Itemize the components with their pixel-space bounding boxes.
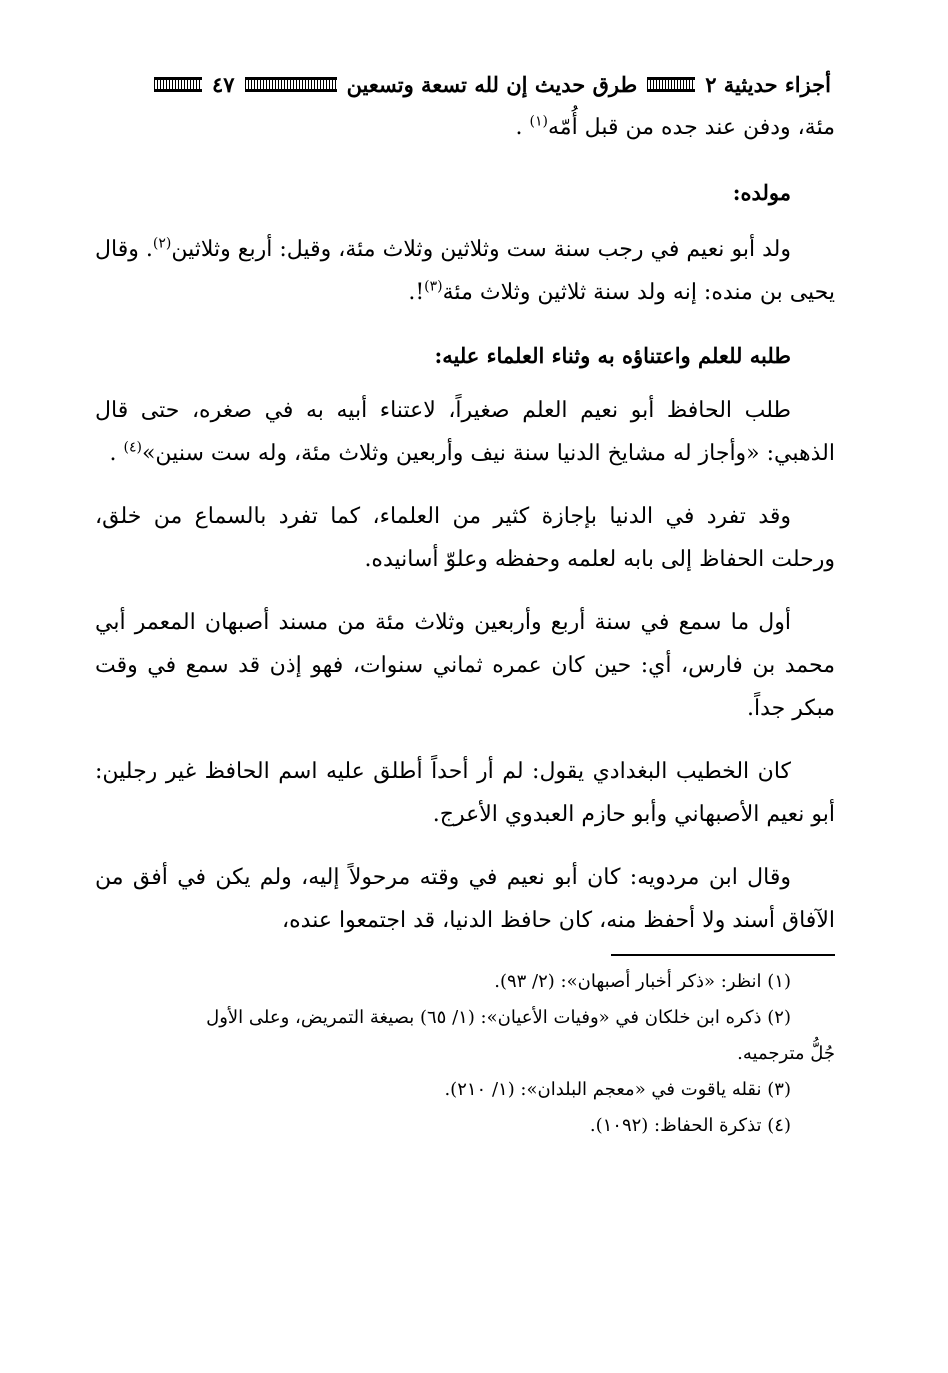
paragraph-end: . bbox=[109, 441, 117, 466]
footnote-ref: (٣) bbox=[424, 278, 443, 295]
book-page bbox=[95, 62, 835, 1352]
paragraph-text: طلب الحافظ أبو نعيم العلم صغيراً، لاعتناء أبيه به في صغره، حتى قال الذهبي: «وأجاز له مشايخ الدنيا سنة نيف وأربعين وثلاث مئة، وله ست سنين» bbox=[95, 398, 835, 466]
footnote-4: (٤) تذكرة الحفاظ: (١٠٩٢). bbox=[589, 1115, 791, 1136]
paragraph-study-4: كان الخطيب البغدادي يقول: لم أر أحداً أطلق عليه اسم الحافظ غير رجلين: أبو نعيم الأصبهاني وأبو حازم العبدوي الأعرج. bbox=[95, 759, 835, 827]
part-title: طرق حديث إن لله تسعة وتسعين bbox=[346, 71, 638, 97]
footnote-1: (١) انظر: «ذكر أخبار أصبهان»: (٢/ ٩٣). bbox=[494, 971, 791, 992]
paragraph-birth bbox=[95, 228, 835, 314]
footnote-ref: (٢) bbox=[152, 235, 172, 252]
paragraph-text: . وقال يحيى بن منده: إنه ولد سنة ثلاثين وثلاث مئة bbox=[95, 237, 835, 305]
paragraph-continuation bbox=[95, 106, 835, 149]
paragraph-study-2: وقد تفرد في الدنيا بإجازة كثير من العلماء، كما تفرد بالسماع من خلق، ورحلت الحفاظ إلى بابه لعلمه وحفظه وعلوّ أسانيده. bbox=[95, 504, 835, 572]
main-text bbox=[95, 106, 835, 942]
footnote-ref: (٤) bbox=[123, 439, 142, 456]
book-title: أجزاء حديثية ٢ bbox=[705, 71, 831, 97]
footnote-2-continuation: جُلُّ مترجميه. bbox=[737, 1043, 835, 1064]
paragraph-study-1 bbox=[95, 389, 835, 475]
paragraph-study-5: وقال ابن مردويه: كان أبو نعيم في وقته مرحولاً إليه، ولم يكن في أفق من الآفاق أسند ولا أحفظ منه، كان حافظ الدنيا، قد اجتمعوا عنده، bbox=[95, 865, 835, 933]
running-header bbox=[95, 62, 835, 106]
section-heading-birth: مولده: bbox=[732, 180, 791, 205]
paragraph-text: مئة، ودفن عند جده من قبل أُمّه bbox=[548, 115, 835, 140]
header-ornament-bar bbox=[245, 77, 337, 92]
paragraph-end: . bbox=[515, 115, 523, 140]
paragraph-text: ولد أبو نعيم في رجب سنة ست وثلاثين وثلاث مئة، وقيل: أربع وثلاثين bbox=[171, 237, 791, 262]
header-ornament-bar bbox=[647, 77, 695, 92]
footnotes bbox=[95, 964, 835, 1144]
footnote-ref: (١) bbox=[529, 113, 548, 130]
footnote-3: (٣) نقله ياقوت في «معجم البلدان»: (١/ ٢١٠). bbox=[444, 1079, 791, 1100]
footnote-2: (٢) ذكره ابن خلكان في «وفيات الأعيان»: (١/ ٦٥) بصيغة التمريض، وعلى الأول bbox=[206, 1007, 791, 1028]
header-ornament-bar bbox=[154, 77, 202, 92]
section-heading-study: طلبه للعلم واعتناؤه به وثناء العلماء عليه: bbox=[434, 343, 791, 368]
footnote-divider bbox=[611, 954, 835, 956]
paragraph-study-3: أول ما سمع في سنة أربع وأربعين وثلاث مئة من مسند أصبهان المعمر أبي محمد بن فارس، أي: حين كان عمره ثماني سنوات، فهو إذن قد سمع في وقت مبكر جداً. bbox=[95, 610, 835, 721]
paragraph-end: !. bbox=[408, 280, 425, 305]
page-number: ٤٧ bbox=[212, 71, 235, 97]
